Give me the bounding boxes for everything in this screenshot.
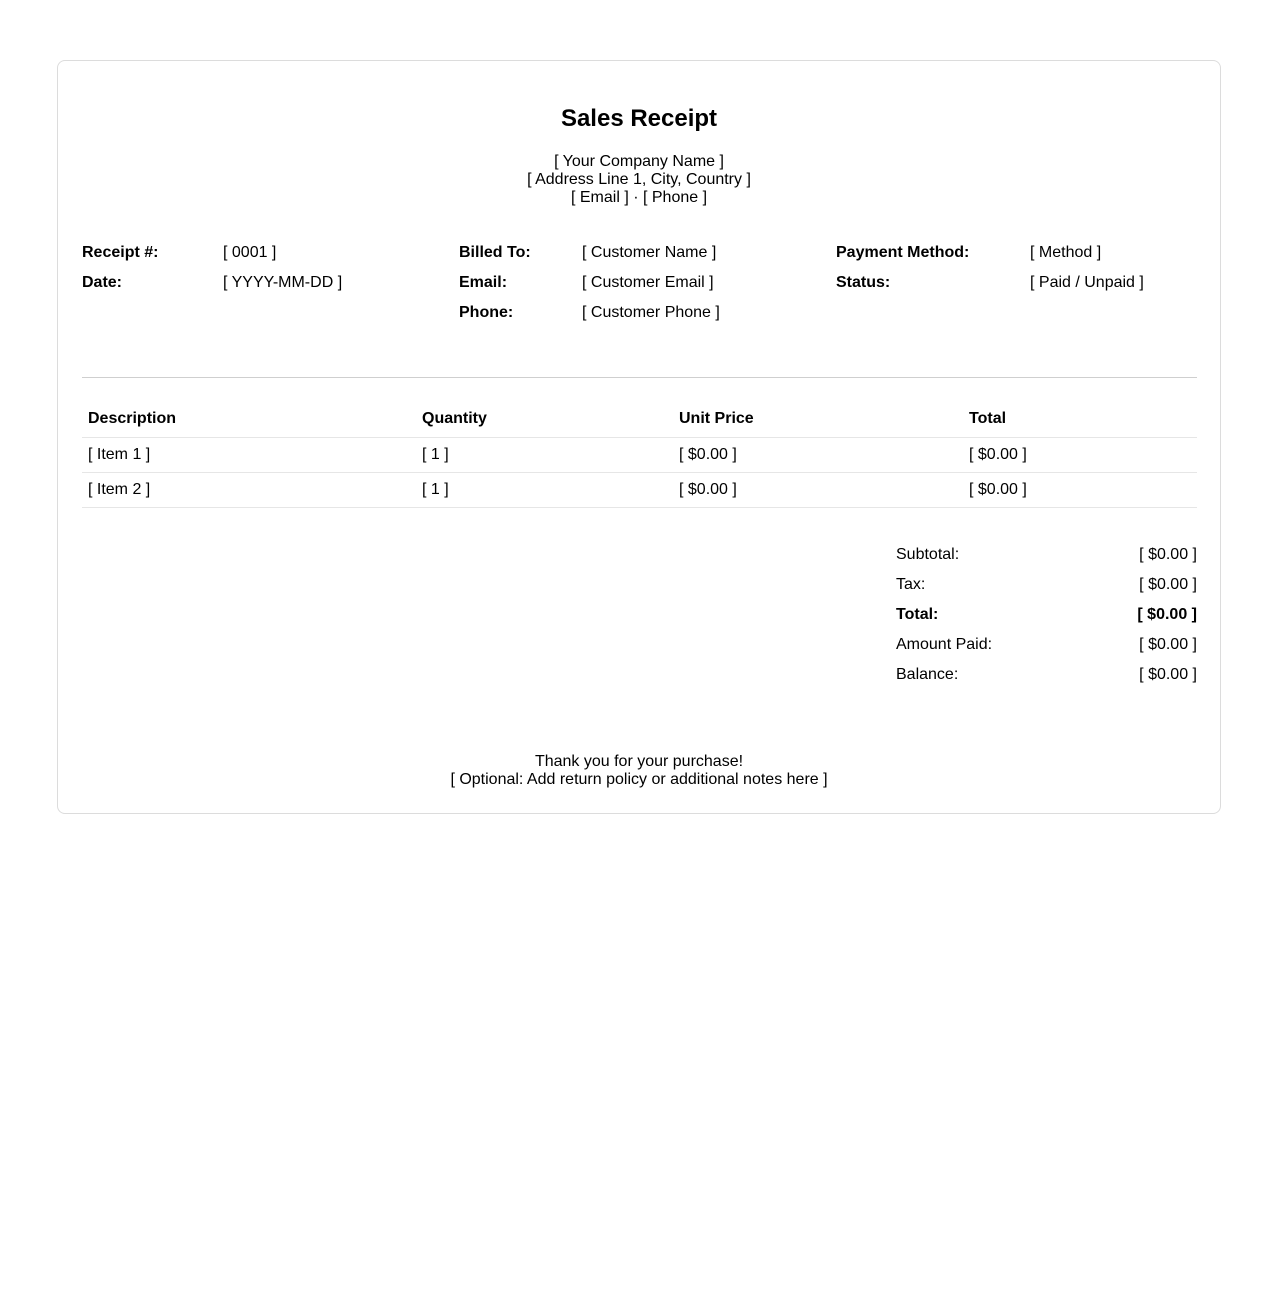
company-contact: [ Email ] · [ Phone ] (570, 189, 708, 206)
customer-phone-label: Phone: (459, 304, 514, 321)
customer-email-label: Email: (459, 274, 508, 291)
item-total: [ $0.00 ] (963, 472, 1197, 507)
receipt-title: Sales Receipt (560, 105, 718, 132)
billed-to-label: Billed To: (459, 244, 531, 261)
header-unit-price: Unit Price (673, 401, 963, 437)
grand-total-value: [ $0.00 ] (1137, 606, 1197, 623)
payment-status-label: Status: (836, 274, 891, 291)
company-header (58, 153, 1220, 207)
table-row (82, 437, 1197, 472)
header-total: Total (963, 401, 1197, 437)
additional-notes: [ Optional: Add return policy or additional notes here ] (450, 771, 828, 788)
amount-paid-value: [ $0.00 ] (1139, 636, 1197, 653)
item-quantity: [ 1 ] (416, 472, 673, 507)
items-table (82, 401, 1197, 508)
totals-summary (896, 546, 1197, 696)
receipt-date-label: Date: (82, 274, 123, 291)
item-total: [ $0.00 ] (963, 437, 1197, 472)
subtotal-label: Subtotal: (896, 546, 960, 563)
payment-status-value: [ Paid / Unpaid ] (1030, 274, 1144, 291)
receipt-number-value: [ 0001 ] (223, 244, 277, 261)
header-description: Description (82, 401, 416, 437)
item-unit-price: [ $0.00 ] (673, 472, 963, 507)
subtotal-row (896, 546, 1197, 576)
customer-name-value: [ Customer Name ] (582, 244, 717, 261)
item-description: [ Item 2 ] (82, 472, 416, 507)
receipt-date-value: [ YYYY-MM-DD ] (223, 274, 343, 291)
payment-method-label: Payment Method: (836, 244, 970, 261)
company-name: [ Your Company Name ] (554, 153, 724, 170)
section-divider (82, 377, 1197, 378)
customer-phone-value: [ Customer Phone ] (582, 304, 720, 321)
tax-row (896, 576, 1197, 606)
customer-email-value: [ Customer Email ] (582, 274, 714, 291)
item-quantity: [ 1 ] (416, 437, 673, 472)
header-quantity: Quantity (416, 401, 673, 437)
sales-receipt (57, 60, 1221, 814)
payment-method-value: [ Method ] (1030, 244, 1102, 261)
amount-paid-label: Amount Paid: (896, 636, 993, 653)
balance-value: [ $0.00 ] (1139, 666, 1197, 683)
amount-paid-row (896, 636, 1197, 666)
balance-row (896, 666, 1197, 696)
balance-label: Balance: (896, 666, 959, 683)
tax-label: Tax: (896, 576, 926, 593)
grand-total-label: Total: (896, 606, 939, 623)
thank-you-message: Thank you for your purchase! (534, 753, 744, 770)
grand-total-row (896, 606, 1197, 636)
items-table-header (82, 401, 1197, 437)
item-unit-price: [ $0.00 ] (673, 437, 963, 472)
item-description: [ Item 1 ] (82, 437, 416, 472)
company-address: [ Address Line 1, City, Country ] (527, 171, 751, 188)
tax-value: [ $0.00 ] (1139, 576, 1197, 593)
table-row (82, 472, 1197, 507)
receipt-number-label: Receipt #: (82, 244, 159, 261)
receipt-footer (58, 753, 1220, 789)
subtotal-value: [ $0.00 ] (1139, 546, 1197, 563)
